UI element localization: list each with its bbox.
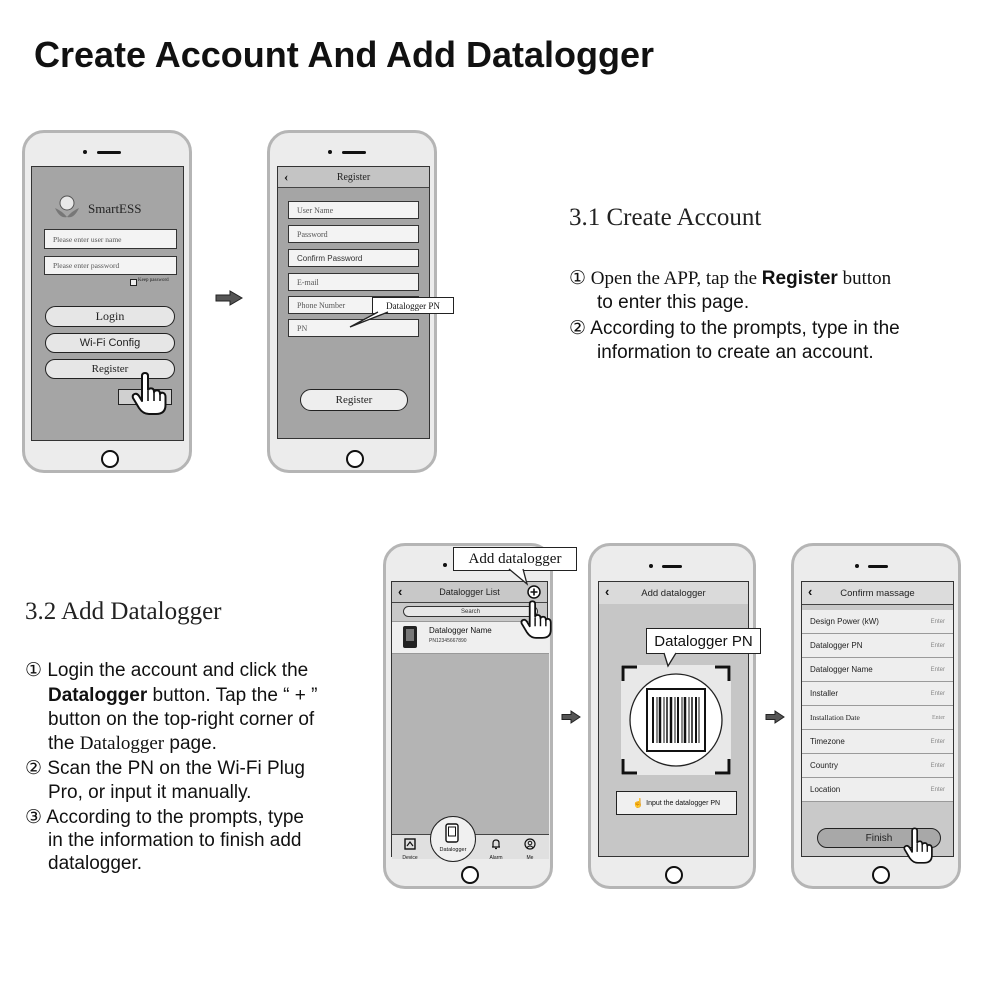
section-3-2-step-1-line3: button on the top-right corner of — [48, 709, 315, 730]
wifi-config-button[interactable]: Wi-Fi Config — [45, 333, 175, 353]
section-3-2-step-3-line3: datalogger. — [48, 853, 143, 874]
section-3-2-step-1-line4 — [48, 732, 217, 755]
device-icon — [404, 838, 416, 850]
step-text: button. Tap the “ + ” — [147, 685, 318, 706]
step-text: Login the account and click the — [42, 660, 309, 681]
phone-login — [22, 130, 192, 473]
input-datalogger-pn-label: Input the datalogger PN — [646, 799, 721, 807]
pn-field[interactable]: PN — [288, 319, 419, 337]
input-datalogger-pn-button[interactable] — [616, 791, 737, 815]
nav-device-label: Device — [402, 855, 418, 861]
right-arrow-icon — [561, 710, 581, 724]
hand-pointer-icon — [902, 826, 934, 866]
row-enter: Enter — [930, 666, 945, 673]
nav-alarm[interactable] — [484, 837, 508, 861]
home-button[interactable] — [346, 450, 364, 468]
step-number: ③ — [25, 806, 43, 828]
camera-icon — [855, 564, 859, 568]
row-design-power[interactable] — [802, 610, 953, 634]
step-text: According to the prompts, type — [42, 807, 304, 828]
nav-me-label: Me — [526, 855, 534, 861]
phone-add-datalogger — [588, 543, 756, 889]
chevron-left-icon[interactable]: ‹ — [605, 584, 610, 599]
section-3-2-step-3 — [25, 806, 304, 829]
user-icon — [524, 838, 536, 850]
row-label: Installer — [810, 689, 839, 698]
add-datalogger-callout: Add datalogger — [453, 547, 577, 571]
keep-password-checkbox[interactable] — [130, 279, 137, 286]
section-3-2-step-1 — [25, 659, 308, 682]
section-3-1-step-2-line2: information to create an account. — [597, 342, 874, 363]
speaker-icon — [868, 565, 888, 568]
step-text: button — [837, 268, 892, 289]
row-datalogger-name[interactable] — [802, 658, 953, 682]
row-label: Datalogger Name — [810, 665, 873, 674]
right-arrow-icon — [214, 290, 244, 306]
register-title: Register — [336, 171, 371, 183]
register-header — [278, 167, 429, 188]
row-enter: Enter — [930, 786, 945, 793]
step-text: Open the APP, tap the — [586, 268, 762, 289]
step-number: ① — [569, 267, 587, 289]
list-empty-area — [392, 654, 549, 834]
step-text: Datalogger — [79, 733, 165, 754]
row-label: Country — [810, 761, 839, 770]
datalogger-pn-callout: Datalogger PN — [372, 297, 454, 314]
confirm-header — [802, 582, 953, 605]
step-bold: Datalogger — [48, 685, 148, 706]
user-name-field[interactable]: User Name — [288, 201, 419, 219]
step-number: ② — [25, 757, 43, 779]
section-3-2-step-3-line2: in the information to finish add — [48, 830, 302, 851]
register-submit-button[interactable]: Register — [300, 389, 408, 411]
step-text: page. — [164, 733, 217, 754]
row-label: Datalogger PN — [810, 641, 863, 650]
step-bold: Register — [761, 268, 838, 289]
qr-scan-icon — [621, 665, 731, 775]
section-3-1-step-1 — [569, 267, 891, 290]
nav-alarm-label: Alarm — [489, 855, 503, 861]
home-button[interactable] — [665, 866, 683, 884]
camera-icon — [83, 150, 87, 154]
home-button[interactable] — [101, 450, 119, 468]
row-timezone[interactable] — [802, 730, 953, 754]
password-input[interactable]: Please enter password — [44, 256, 177, 275]
login-screen — [31, 166, 184, 441]
email-field[interactable]: E-mail — [288, 273, 419, 291]
bell-icon — [490, 838, 502, 850]
row-label: Location — [810, 785, 841, 794]
step-text: According to the prompts, type in the — [586, 318, 900, 339]
section-3-1-step-1-line2: to enter this page. — [597, 292, 750, 313]
row-datalogger-pn[interactable] — [802, 634, 953, 658]
chevron-left-icon[interactable]: ‹ — [284, 169, 289, 184]
row-installation-date[interactable] — [802, 706, 953, 730]
app-name: SmartESS — [88, 201, 142, 216]
page-title: Create Account And Add Datalogger — [34, 34, 655, 75]
datalogger-item-name: Datalogger Name — [429, 626, 492, 635]
nav-device[interactable] — [399, 837, 421, 861]
row-label: Design Power (kW) — [810, 617, 879, 626]
speaker-icon — [662, 565, 682, 568]
datalogger-device-icon — [402, 625, 418, 649]
row-enter: Enter — [930, 618, 945, 625]
step-text: Scan the PN on the Wi-Fi Plug — [42, 758, 305, 779]
datalogger-nav-icon — [445, 823, 459, 843]
home-button[interactable] — [461, 866, 479, 884]
datalogger-item-pn: PN12345667890 — [429, 638, 467, 644]
row-installer[interactable] — [802, 682, 953, 706]
right-arrow-icon — [765, 710, 785, 724]
section-3-1-step-2 — [569, 317, 900, 340]
finish-button[interactable]: Finish — [817, 828, 941, 848]
section-3-2-step-2-line2: Pro, or input it manually. — [48, 782, 252, 803]
nav-datalogger-highlight[interactable] — [430, 816, 476, 862]
callout-pointer — [348, 311, 394, 329]
chevron-left-icon[interactable]: ‹ — [398, 584, 403, 599]
row-label: Timezone — [810, 737, 845, 746]
row-location[interactable] — [802, 778, 953, 802]
register-button[interactable]: Register — [45, 359, 175, 379]
smartess-logo-icon — [52, 195, 82, 221]
speaker-icon — [97, 151, 121, 154]
add-datalogger-title: Add datalogger — [641, 587, 706, 599]
hand-pointer-icon — [130, 372, 168, 416]
camera-icon — [328, 150, 332, 154]
hand-pointer-icon: ☝ — [632, 797, 645, 808]
home-button[interactable] — [872, 866, 890, 884]
row-enter: Enter — [930, 690, 945, 697]
confirm-password-field[interactable]: Confirm Password — [288, 249, 419, 267]
nav-datalogger-label: Datalogger — [439, 847, 467, 853]
camera-icon — [649, 564, 653, 568]
confirm-screen — [801, 581, 954, 857]
confirm-title: Confirm massage — [840, 587, 915, 599]
plus-circle-icon[interactable] — [527, 585, 541, 599]
row-enter: Enter — [930, 762, 945, 769]
username-input[interactable]: Please enter user name — [44, 229, 177, 249]
row-enter: Enter — [932, 714, 945, 721]
add-datalogger-screen — [598, 581, 749, 857]
step-number: ② — [569, 317, 587, 339]
phone-number-field[interactable]: Phone Number — [288, 296, 419, 314]
nav-me[interactable] — [518, 837, 542, 861]
search-input[interactable]: Search — [403, 606, 538, 617]
keep-password-label: Keep password — [138, 278, 169, 283]
phone-datalogger-list — [383, 543, 553, 889]
callout-pointer — [505, 568, 531, 586]
row-label: Installation Date — [810, 713, 860, 722]
camera-icon — [443, 563, 447, 567]
login-button[interactable]: Login — [45, 306, 175, 327]
row-country[interactable] — [802, 754, 953, 778]
section-3-2-step-1-line2 — [48, 684, 317, 707]
speaker-icon — [342, 151, 366, 154]
chevron-left-icon[interactable]: ‹ — [808, 584, 813, 599]
phone-confirm-message — [791, 543, 961, 889]
step-number: ① — [25, 659, 43, 681]
add-datalogger-header — [599, 582, 748, 604]
section-3-2-heading: 3.2 Add Datalogger — [25, 598, 222, 625]
callout-pointer — [660, 652, 684, 668]
row-enter: Enter — [930, 642, 945, 649]
hand-pointer-icon — [519, 598, 553, 642]
section-3-2-step-2 — [25, 757, 305, 780]
row-enter: Enter — [930, 738, 945, 745]
step-text: the — [48, 733, 80, 754]
scan-datalogger-pn-callout: Datalogger PN — [646, 628, 761, 654]
section-3-1-heading: 3.1 Create Account — [569, 204, 762, 231]
password-field[interactable]: Password — [288, 225, 419, 243]
datalogger-list-title: Datalogger List — [439, 587, 500, 597]
